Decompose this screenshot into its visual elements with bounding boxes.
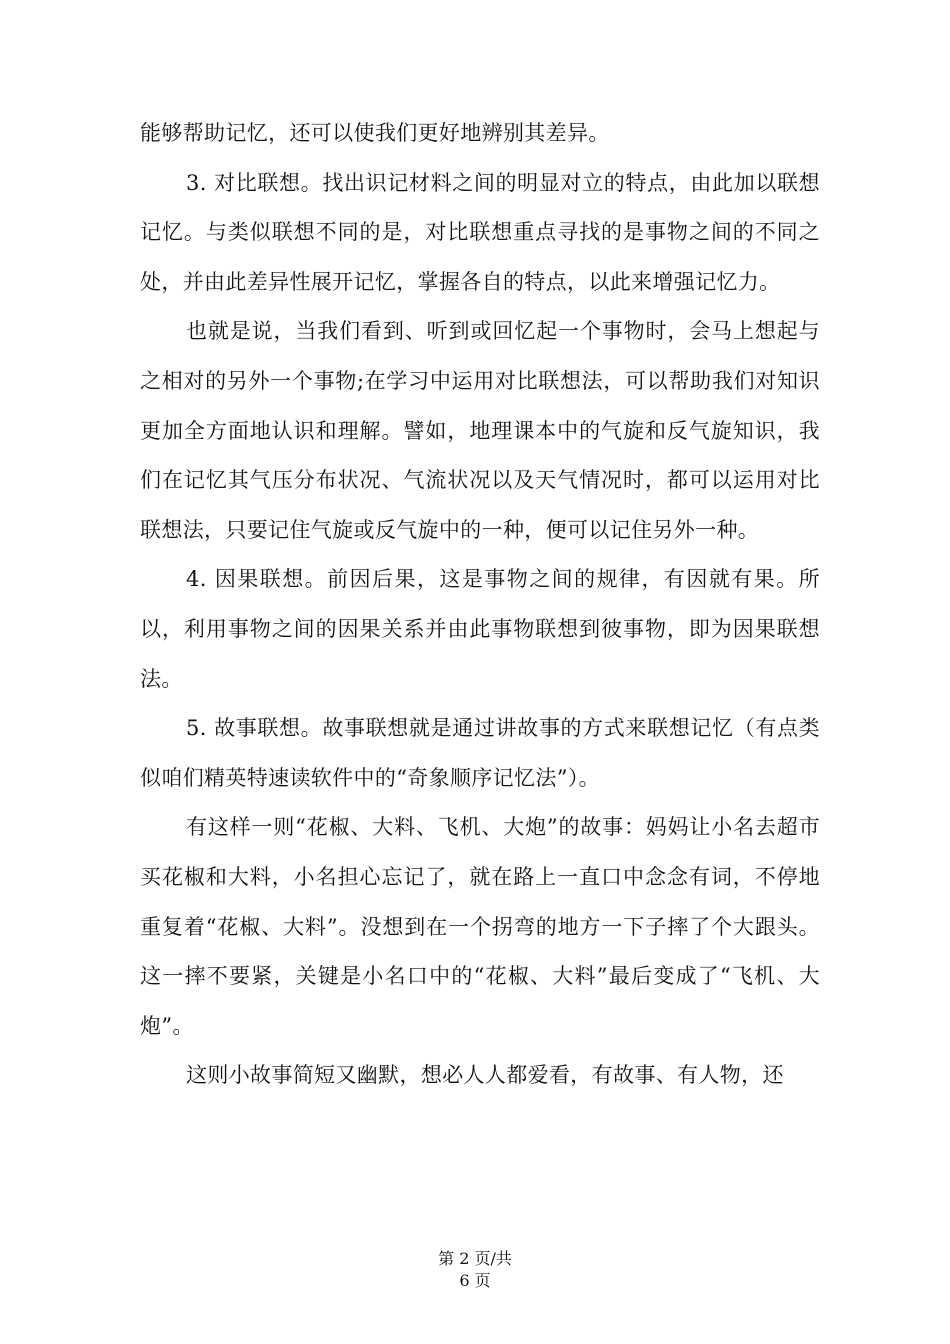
paragraph-story-example: 有这样一则“花椒、大料、飞机、大炮”的故事：妈妈让小名去超市买花椒和大料，小名担心忘记了，就在路上一直口中念念有词，不停地重复着“花椒、大料”。没想到在一个拐弯的地方一下子摔了个大跟头。这一摔不要紧，关键是小名口中的“花椒、大料”最后变成了“飞机、大炮”。 bbox=[140, 815, 820, 1038]
paragraph-contrast-explanation: 也就是说，当我们看到、听到或回忆起一个事物时，会马上想起与之相对的另外一个事物;在学习中运用对比联想法，可以帮助我们对知识更加全方面地认识和理解。譬如，地理课本中的气旋和反气旋知识，我们在记忆其气压分布状况、气流状况以及天气情况时，都可以运用对比联想法，只要记住气旋或反气旋中的一种，便可以记住另外一种。 bbox=[140, 319, 820, 542]
paragraph-continuation: 能够帮助记忆，还可以使我们更好地辨别其差异。 bbox=[140, 121, 610, 145]
paragraph-causal-association: 4. 因果联想。前因后果，这是事物之间的规律，有因就有果。所以，利用事物之间的因果关系并由此事物联想到彼事物，即为因果联想法。 bbox=[140, 567, 820, 691]
paragraph-contrast-association: 3. 对比联想。找出识记材料之间的明显对立的特点，由此加以联想记忆。与类似联想不同的是，对比联想重点寻找的是事物之间的不同之处，并由此差异性展开记忆，掌握各自的特点，以此来增强记忆力。 bbox=[140, 170, 820, 294]
page-number-line: 第 2 页/共 bbox=[438, 1249, 512, 1268]
page-total-line: 6 页 bbox=[459, 1271, 491, 1290]
paragraph-story-association: 5. 故事联想。故事联想就是通过讲故事的方式来联想记忆（有点类似咱们精英特速读软件中的“奇象顺序记忆法”）。 bbox=[140, 716, 820, 790]
document-body bbox=[140, 109, 820, 1101]
page-footer bbox=[0, 1248, 950, 1292]
paragraph-story-comment: 这则小故事简短又幽默，想必人人都爱看，有故事、有人物，还 bbox=[186, 1063, 784, 1088]
